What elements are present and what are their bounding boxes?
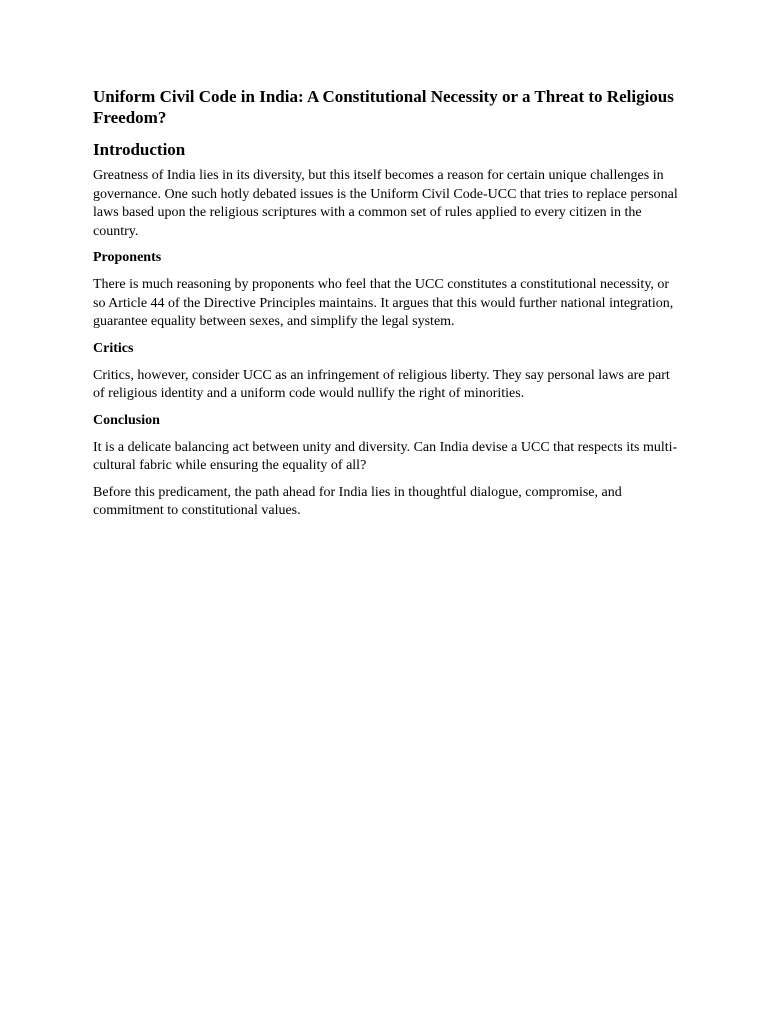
- document-page: [93, 86, 683, 529]
- conclusion-paragraph-1: It is a delicate balancing act between unity and diversity. Can India devise a UCC that respects its multi-cultural fabric while ensuring the equality of all?: [93, 439, 678, 473]
- document-title: Uniform Civil Code in India: A Constitutional Necessity or a Threat to Religious Freedom?: [93, 87, 674, 127]
- critics-paragraph: Critics, however, consider UCC as an infringement of religious liberty. They say personal laws are part of religious identity and a uniform code would nullify the right of minorities.: [93, 367, 670, 401]
- introduction-paragraph: Greatness of India lies in its diversity, but this itself becomes a reason for certain unique challenges in governance. One such hotly debated issues is the Uniform Civil Code-UCC that tries to replace personal laws based upon the religious scriptures with a common set of rules applied to every citizen in the country.: [93, 168, 678, 239]
- conclusion-paragraph-2: Before this predicament, the path ahead for India lies in thoughtful dialogue, compromise, and commitment to constitutional values.: [93, 484, 622, 518]
- proponents-paragraph: There is much reasoning by proponents who feel that the UCC constitutes a constitutional necessity, or so Article 44 of the Directive Principles maintains. It argues that this would further national integration, guarantee equality between sexes, and simplify the legal system.: [93, 277, 674, 329]
- conclusion-heading: Conclusion: [93, 412, 160, 428]
- proponents-heading: Proponents: [93, 250, 162, 265]
- introduction-heading: Introduction: [93, 140, 186, 159]
- critics-heading: Critics: [93, 340, 134, 356]
